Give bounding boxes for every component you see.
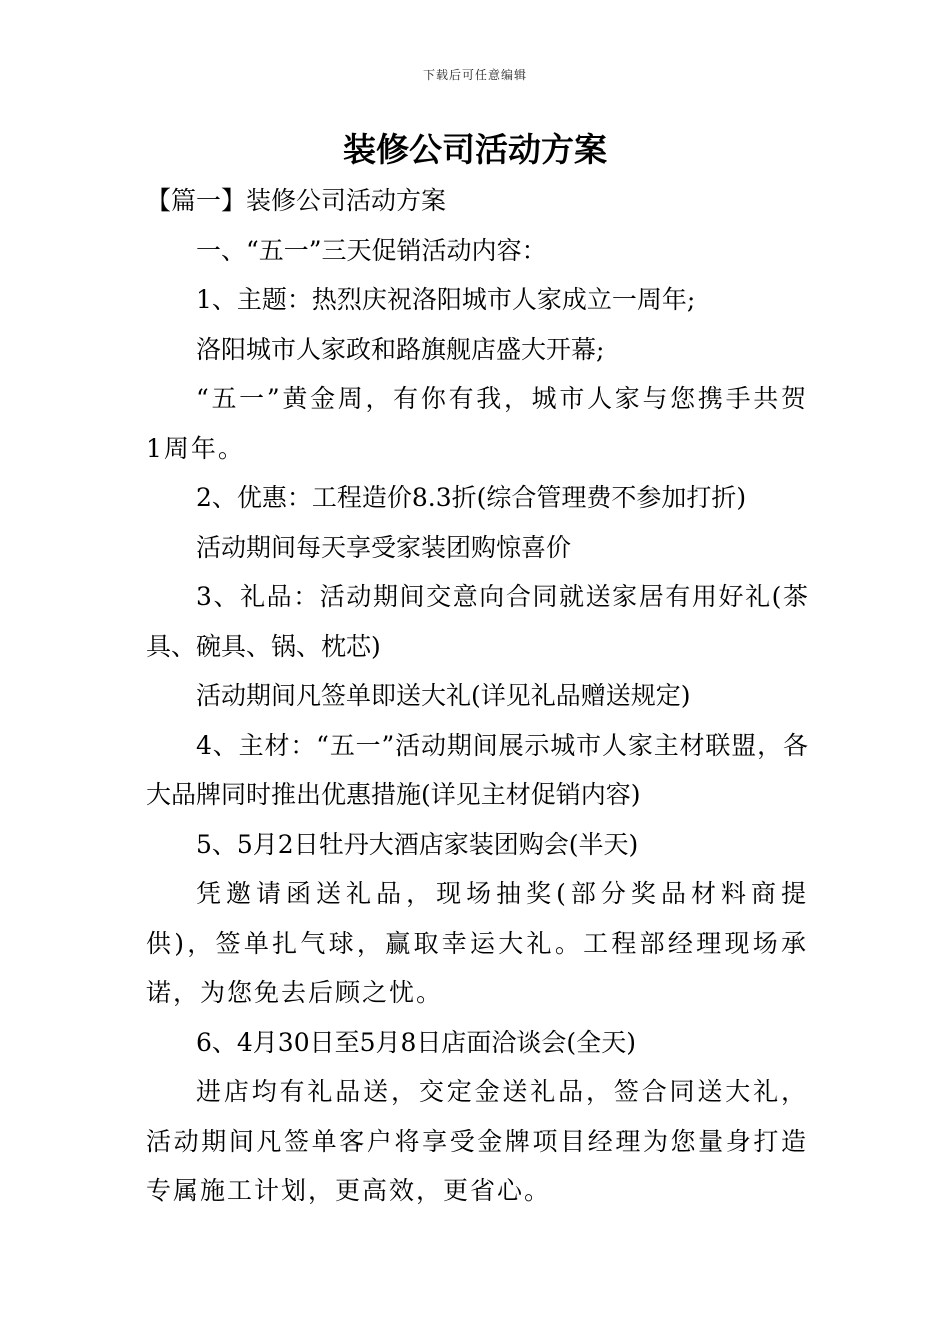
paragraph-invitation: 凭邀请函送礼品，现场抽奖(部分奖品材料商提供)，签单扎气球，赢取幸运大礼。工程部经理现场承诺，为您免去后顾之忧。 [146,879,808,1007]
document-title: 装修公司活动方案 [343,130,607,169]
paragraph-promo-heading: 一、“五一”三天促销活动内容： [196,235,547,265]
paragraph-discount: 2、优惠：工程造价8.3折(综合管理费不参加打折) [196,483,747,512]
paragraph-store-opening: 洛阳城市人家政和路旗舰店盛大开幕; [196,334,605,364]
paragraph-store-talks: 6、4月30日至5月8日店面洽谈会(全天) [196,1027,636,1057]
section-heading: 【篇一】装修公司活动方案 [146,186,447,215]
paragraph-group-meeting: 5、5月2日牡丹大酒店家装团购会(半天) [196,829,639,859]
document-body [146,176,808,1216]
paragraph-gifts: 3、礼品：活动期间交意向合同就送家居有用好礼(茶具、碗具、锅、枕芯) [146,582,808,661]
paragraph-materials: 4、主材：“五一”活动期间展示城市人家主材联盟，各大品牌同时推出优惠措施(详见主材促销内容) [146,730,808,809]
paragraph-signing-gift: 活动期间凡签单即送大礼(详见礼品赠送规定) [196,681,691,710]
paragraph-store-gifts: 进店均有礼品送，交定金送礼品，签合同送大礼，活动期间凡签单客户将享受金牌项目经理为您量身打造专属施工计划，更高效，更省心。 [146,1077,808,1205]
download-note: 下载后可任意编辑 [422,68,527,82]
paragraph-group-price: 活动期间每天享受家装团购惊喜价 [196,532,572,562]
paragraph-golden-week: “五一”黄金周，有你有我，城市人家与您携手共贺1周年。 [146,384,808,463]
paragraph-theme: 1、主题：热烈庆祝洛阳城市人家成立一周年; [196,285,696,314]
